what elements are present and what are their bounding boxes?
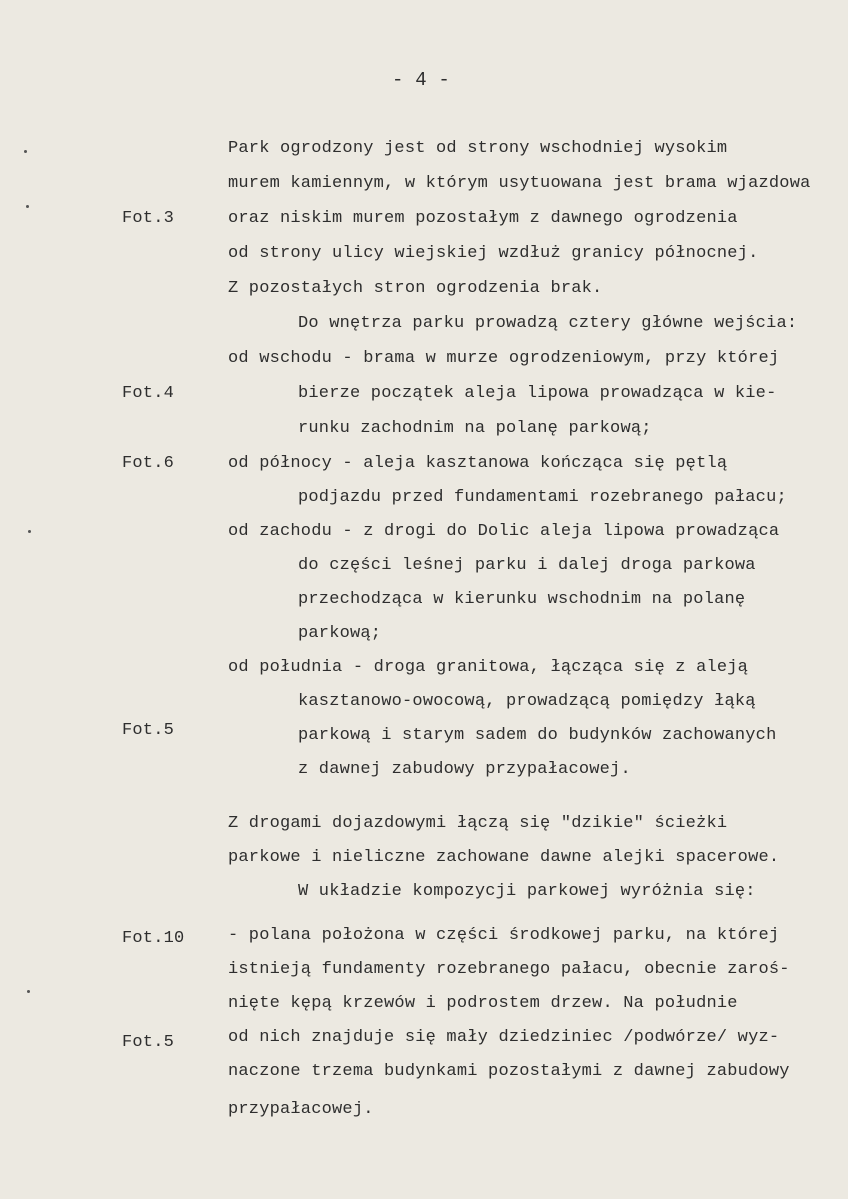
text-line: od strony ulicy wiejskiej wzdłuż granicy północnej. — [228, 244, 759, 263]
text-line: - polana położona w części środkowej parku, na której — [228, 926, 780, 945]
text-line: Park ogrodzony jest od strony wschodniej wysokim — [228, 139, 728, 158]
text-line: parkową i starym sadem do budynków zachowanych — [298, 726, 777, 745]
text-line: Z pozostałych stron ogrodzenia brak. — [228, 279, 603, 298]
text-line: od zachodu - z drogi do Dolic aleja lipowa prowadząca — [228, 522, 780, 541]
text-line: istnieją fundamenty rozebranego pałacu, obecnie zaroś- — [228, 960, 790, 979]
margin-note: Fot.10 — [122, 929, 185, 948]
text-line: od północy - aleja kasztanowa kończąca się pętlą — [228, 454, 728, 473]
text-line: W układzie kompozycji parkowej wyróżnia się: — [298, 882, 756, 901]
text-line: murem kamiennym, w którym usytuowana jest brama wjazdowa — [228, 174, 811, 193]
scan-speck — [27, 990, 30, 993]
margin-note: Fot.6 — [122, 454, 175, 473]
text-line: podjazdu przed fundamentami rozebranego pałacu; — [298, 488, 787, 507]
text-line: od wschodu - brama w murze ogrodzeniowym, przy której — [228, 349, 780, 368]
text-line: parkowe i nieliczne zachowane dawne alejki spacerowe. — [228, 848, 780, 867]
text-line: oraz niskim murem pozostałym z dawnego ogrodzenia — [228, 209, 738, 228]
scan-speck — [26, 205, 29, 208]
text-line: przechodząca w kierunku wschodnim na polanę — [298, 590, 746, 609]
margin-note: Fot.3 — [122, 209, 175, 228]
text-line: bierze początek aleja lipowa prowadząca w kie- — [298, 384, 777, 403]
margin-note: Fot.4 — [122, 384, 175, 403]
page-number: - 4 - — [392, 69, 451, 91]
scan-speck — [24, 150, 27, 153]
scan-speck — [28, 530, 31, 533]
text-line: runku zachodnim na polanę parkową; — [298, 419, 652, 438]
text-line: kasztanowo-owocową, prowadzącą pomiędzy łąką — [298, 692, 756, 711]
margin-note: Fot.5 — [122, 1033, 175, 1052]
text-line: nięte kępą krzewów i podrostem drzew. Na południe — [228, 994, 738, 1013]
text-line: Z drogami dojazdowymi łączą się "dzikie" ścieżki — [228, 814, 728, 833]
text-line: od nich znajduje się mały dziedziniec /podwórze/ wyz- — [228, 1028, 780, 1047]
text-line: od południa - droga granitowa, łącząca się z aleją — [228, 658, 749, 677]
text-line: naczone trzema budynkami pozostałymi z dawnej zabudowy — [228, 1062, 790, 1081]
margin-note: Fot.5 — [122, 721, 175, 740]
text-line: z dawnej zabudowy przypałacowej. — [298, 760, 631, 779]
text-line: Do wnętrza parku prowadzą cztery główne wejścia: — [298, 314, 798, 333]
text-line: parkową; — [298, 624, 382, 643]
text-line: do części leśnej parku i dalej droga parkowa — [298, 556, 756, 575]
text-line: przypałacowej. — [228, 1100, 374, 1119]
